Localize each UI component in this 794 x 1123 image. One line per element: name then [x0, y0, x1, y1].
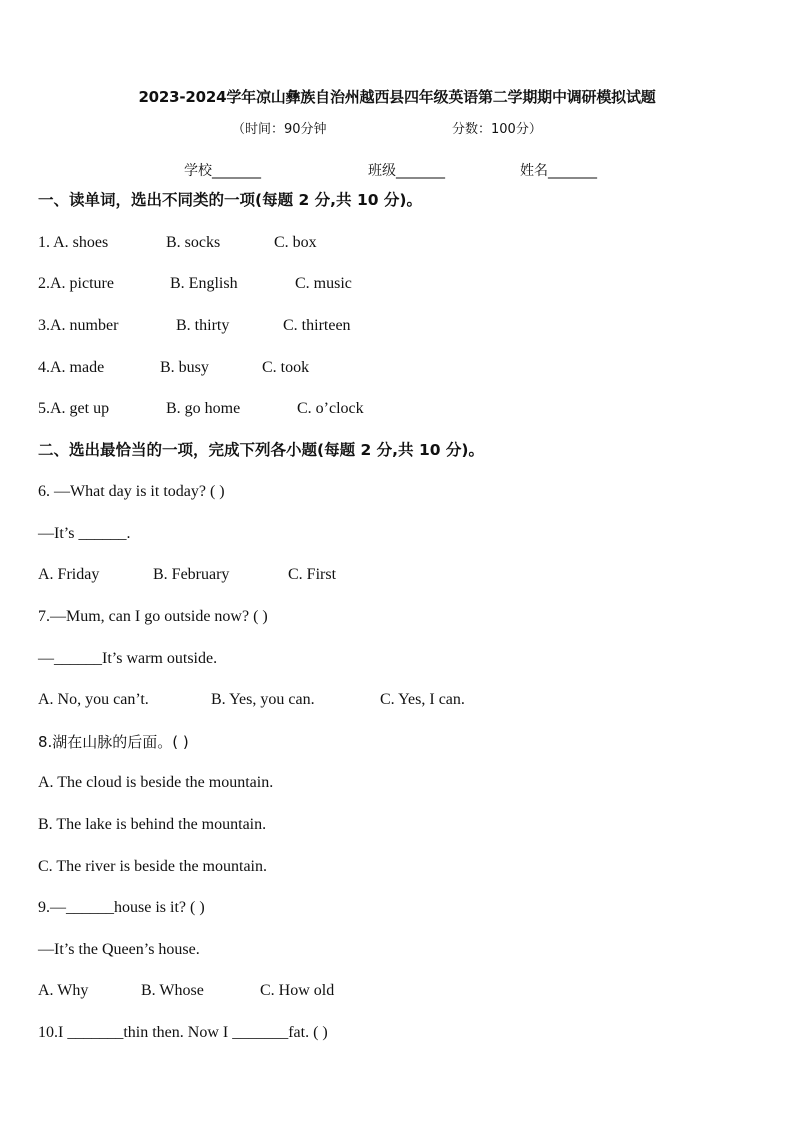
- option-b: B. socks: [166, 234, 221, 251]
- option-b: B. Yes, you can.: [211, 691, 315, 708]
- option-c: C. Yes, I can.: [380, 691, 465, 708]
- q7-question: 7.—Mum, can I go outside now? ( ): [38, 608, 268, 625]
- option-c: C. music: [295, 275, 352, 292]
- option-c: C. How old: [260, 982, 335, 999]
- q9-answer: —It’s the Queen’s house.: [38, 941, 200, 958]
- school-field: 学校_______: [184, 163, 261, 179]
- q9-question: 9.—______house is it? ( ): [38, 899, 205, 916]
- option-b: B. February: [153, 566, 230, 583]
- option-b: B. English: [170, 275, 238, 292]
- q8-option-b: B. The lake is behind the mountain.: [38, 816, 267, 833]
- section1-heading: 一、读单词，选出不同类的一项(每题 2 分,共 10 分)。: [38, 191, 422, 209]
- option-a: 2.A. picture: [38, 275, 114, 292]
- name-field: 姓名_______: [520, 163, 597, 179]
- option-a: 3.A. number: [38, 317, 119, 334]
- option-c: C. First: [288, 566, 337, 583]
- page-title: 2023-2024学年凉山彝族自治州越西县四年级英语第二学期期中调研模拟试题: [138, 88, 656, 106]
- option-a: A. Why: [38, 982, 89, 999]
- q7-answer: —______It’s warm outside.: [38, 650, 218, 667]
- option-a: A. No, you can’t.: [38, 691, 149, 708]
- q10-question: 10.I _______thin then. Now I _______fat. ( ): [38, 1024, 328, 1041]
- option-c: C. took: [262, 359, 310, 376]
- option-a: 4.A. made: [38, 359, 105, 376]
- class-field: 班级_______: [368, 163, 445, 179]
- exam-score: 分数：100分）: [452, 122, 542, 137]
- q8-question: 8.湖在山脉的后面。( ): [38, 733, 189, 751]
- option-c: C. thirteen: [283, 317, 351, 334]
- q6-answer: —It’s ______.: [38, 525, 131, 542]
- option-a: 5.A. get up: [38, 400, 110, 417]
- option-b: B. Whose: [141, 982, 204, 999]
- option-b: B. go home: [166, 400, 241, 417]
- option-b: B. thirty: [176, 317, 230, 334]
- option-a: 1. A. shoes: [38, 234, 109, 251]
- q6-question: 6. —What day is it today? ( ): [38, 483, 225, 500]
- exam-time: （时间：90分钟: [232, 122, 327, 137]
- q8-option-c: C. The river is beside the mountain.: [38, 858, 267, 875]
- option-b: B. busy: [160, 359, 209, 376]
- option-c: C. o’clock: [297, 400, 364, 417]
- option-a: A. Friday: [38, 566, 100, 583]
- section2-heading: 二、选出最恰当的一项，完成下列各小题(每题 2 分,共 10 分)。: [38, 441, 484, 459]
- option-c: C. box: [274, 234, 317, 251]
- q8-option-a: A. The cloud is beside the mountain.: [38, 774, 274, 791]
